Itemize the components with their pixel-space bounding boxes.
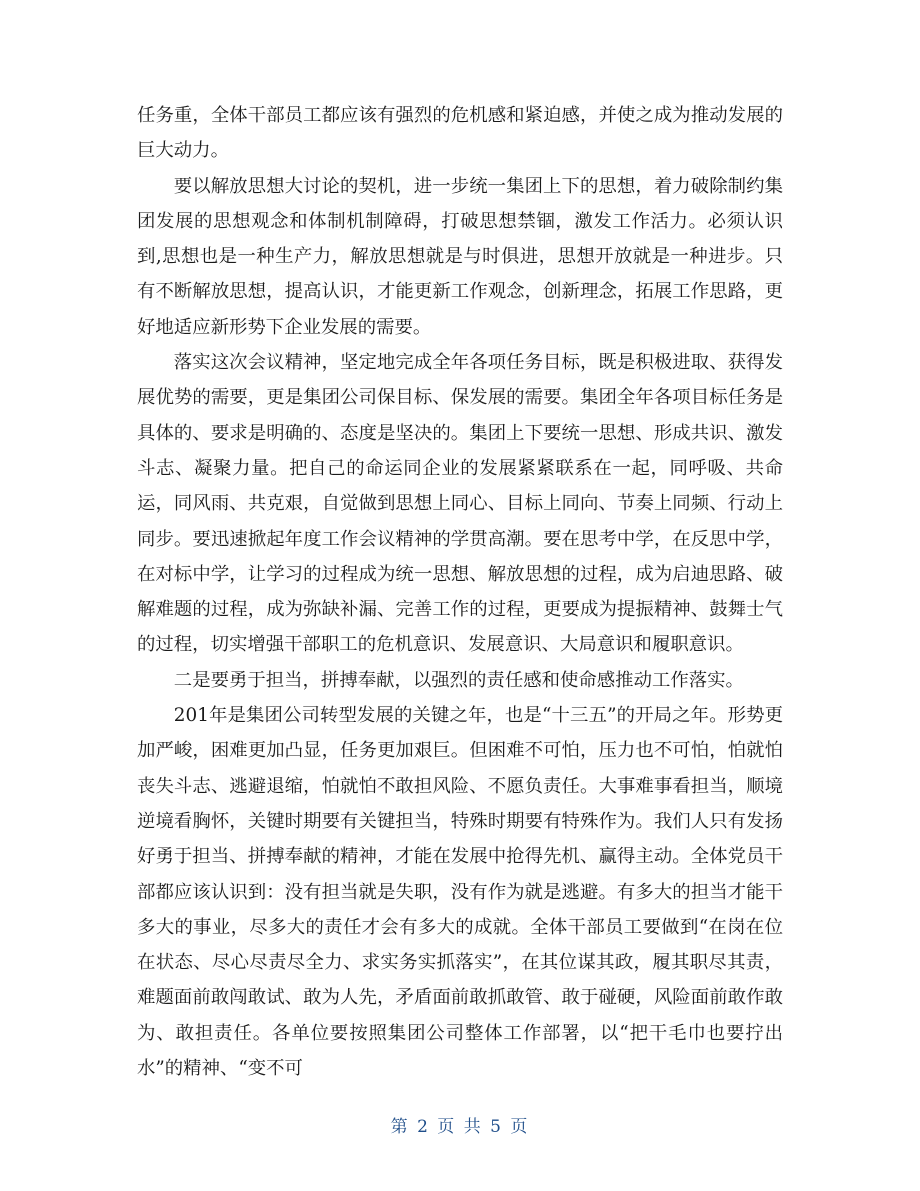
paragraph-continuation: 任务重，全体干部员工都应该有强烈的危机感和紧迫感，并使之成为推动发展的巨大动力。 — [137, 105, 783, 162]
paragraph-transformation-year: 201年是集团公司转型发展的关键之年，也是“十三五”的开局之年。形势更加严峻，困难更加凸显，任务更加艰巨。但困难不可怕，压力也不可怕，怕就怕丧失斗志、逃避退缩，怕就怕不敢担风险、不愿负责任。大事难事看担当，顺境逆境看胸怀，关键时期要有关键担当，特殊时期要有特殊作为。我们人只有发扬好勇于担当、拼搏奉献的精神，才能在发展中抢得先机、赢得主动。全体党员干部都应该认识到：没有担当就是失职，没有作为就是逃避。有多大的担当才能干多大的事业，尽多大的责任才会有多大的成就。全体干部员工要做到“在岗在位在状态、尽心尽责尽全力、求实务实抓落实”，在其位谋其政，履其职尽其责，难题面前敢闯敢试、敢为人先，矛盾面前敢抓敢管、敢于碰硬，风险面前敢作敢为、敢担责任。各单位要按照集团公司整体工作部署，以“把干毛巾也要拧出水”的精神、“变不可 — [137, 705, 783, 1080]
paragraph-section-heading-two: 二是要勇于担当，拼搏奉献，以强烈的责任感和使命感推动工作落实。 — [173, 669, 744, 691]
page-footer: 第 2 页 共 5 页 — [390, 1117, 530, 1137]
document-body — [137, 98, 783, 1086]
paragraph-emancipate-mind: 要以解放思想大讨论的契机，进一步统一集团上下的思想，着力破除制约集团发展的思想观念和体制机制障碍，打破思想禁锢，激发工作活力。必须认识到,思想也是一种生产力，解放思想就是与时俱进，思想开放就是一种进步。只有不断解放思想，提高认识，才能更新工作观念，创新理念，拓展工作思路，更好地适应新形势下企业发展的需要。 — [137, 175, 783, 338]
paragraph-implement-meeting: 落实这次会议精神，坚定地完成全年各项任务目标，既是积极进取、获得发展优势的需要，更是集团公司保目标、保发展的需要。集团全年各项目标任务是具体的、要求是明确的、态度是坚决的。集团上下要统一思想、形成共识、激发斗志、凝聚力量。把自己的命运同企业的发展紧紧联系在一起，同呼吸、共命运，同风雨、共克艰，自觉做到思想上同心、目标上同向、节奏上同频、行动上同步。要迅速掀起年度工作会议精神的学贯高潮。要在思考中学，在反思中学，在对标中学，让学习的过程成为统一思想、解放思想的过程，成为启迪思路、破解难题的过程，成为弥缺补漏、完善工作的过程，更要成为提振精神、鼓舞士气的过程，切实增强干部职工的危机意识、发展意识、大局意识和履职意识。 — [137, 352, 783, 656]
